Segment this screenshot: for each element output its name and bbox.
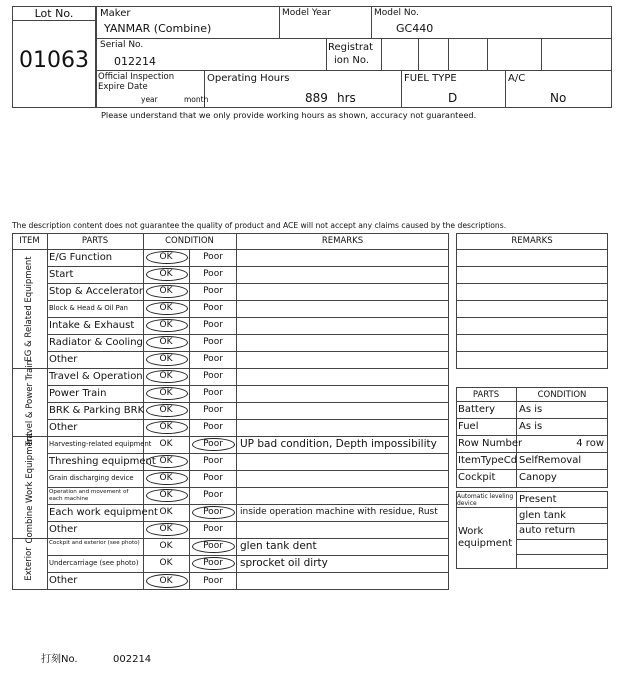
- selected-condition-circle: [146, 387, 188, 400]
- model-no-value: GC440: [396, 22, 434, 35]
- row-divider: [47, 504, 449, 505]
- row-divider: [47, 300, 449, 301]
- poor-option[interactable]: Poor: [203, 541, 223, 551]
- battery-label: Battery: [458, 404, 496, 415]
- row-divider: [47, 419, 449, 420]
- selected-condition-circle: [146, 336, 188, 349]
- serial-value: 012214: [114, 55, 156, 68]
- stamp-label: 打刻No.: [41, 654, 78, 665]
- selected-condition-circle: [146, 472, 188, 485]
- ok-option[interactable]: OK: [159, 286, 173, 296]
- ok-option[interactable]: OK: [159, 422, 173, 432]
- part-label: Power Train: [49, 387, 107, 399]
- group-label-travel: Travel & Power Train: [25, 359, 35, 447]
- part-label: Other: [49, 353, 78, 365]
- item-type-label: ItemTypeCd: [458, 455, 518, 466]
- registration-label-1: Registrat: [328, 42, 374, 53]
- ok-option[interactable]: OK: [159, 439, 173, 449]
- row-divider: [47, 266, 449, 267]
- ok-option[interactable]: OK: [159, 473, 173, 483]
- hours-accuracy-note: Please understand that we only provide working hours as shown, accuracy not guaranteed.: [101, 110, 477, 120]
- serial-label: Serial No.: [100, 40, 144, 50]
- ok-option[interactable]: OK: [159, 388, 173, 398]
- row-divider: [47, 283, 449, 284]
- row-divider: [47, 453, 449, 454]
- poor-option[interactable]: Poor: [203, 524, 223, 534]
- row-number-label: Row Number: [458, 438, 523, 449]
- group-label-eg: EG & Related Equipment: [24, 256, 34, 362]
- work-equipment-label: Work equipment: [458, 526, 513, 549]
- part-label: Harvesting-related equipment: [49, 440, 152, 449]
- cockpit-value: Canopy: [519, 472, 557, 483]
- part-label: Threshing equipment: [49, 455, 156, 467]
- part-label: Travel & Operation: [49, 370, 143, 382]
- cockpit-label: Cockpit: [458, 472, 496, 483]
- remark-text: inside operation machine with residue, Rust: [240, 507, 438, 517]
- selected-condition-circle: [146, 421, 188, 434]
- poor-option[interactable]: Poor: [203, 252, 223, 262]
- poor-option[interactable]: Poor: [203, 490, 223, 500]
- poor-option[interactable]: Poor: [203, 388, 223, 398]
- ok-option[interactable]: OK: [159, 269, 173, 279]
- month-label: month: [184, 95, 209, 104]
- ok-option[interactable]: OK: [159, 354, 173, 364]
- col-remarks-header: REMARKS: [321, 236, 364, 246]
- inspection-label-2: Expire Date: [98, 82, 148, 92]
- poor-option[interactable]: Poor: [203, 558, 223, 568]
- work-equipment-value-2: auto return: [519, 525, 576, 536]
- fuel-type-label: FUEL TYPE: [404, 73, 457, 84]
- part-label: Undercarriage (see photo): [49, 559, 139, 568]
- row-number-value: 4 row: [576, 438, 604, 449]
- registration-label-2: ion No.: [334, 55, 370, 66]
- poor-option[interactable]: Poor: [203, 507, 223, 517]
- disclaimer: The description content does not guarantee the quality of product and ACE will not accept any claims caused by the descriptions.: [12, 221, 507, 230]
- row-divider: [47, 470, 449, 471]
- work-equipment-value-1: glen tank: [519, 510, 566, 521]
- col-condition-header: CONDITION: [165, 236, 214, 246]
- part-label: Other: [49, 421, 78, 433]
- part-label: E/G Function: [49, 251, 113, 263]
- selected-condition-circle: [146, 251, 188, 264]
- ac-label: A/C: [508, 73, 526, 84]
- part-label: Grain discharging device: [49, 474, 134, 483]
- ok-option[interactable]: OK: [159, 303, 173, 313]
- ok-option[interactable]: OK: [159, 541, 173, 551]
- auto-leveling-label: Automatic leveling device: [457, 493, 514, 507]
- selected-condition-circle: [146, 268, 188, 281]
- selected-condition-circle: [146, 404, 188, 417]
- part-label: Intake & Exhaust: [49, 319, 135, 331]
- ok-option[interactable]: OK: [159, 320, 173, 330]
- col-parts-header: PARTS: [81, 236, 109, 246]
- remark-text: sprocket oil dirty: [240, 557, 328, 570]
- row-divider: [47, 402, 449, 403]
- operating-hours-value: 889: [305, 91, 328, 105]
- poor-option[interactable]: Poor: [203, 269, 223, 279]
- ok-option[interactable]: OK: [159, 575, 173, 586]
- ok-option[interactable]: OK: [159, 456, 173, 466]
- item-type-value: SelfRemoval: [519, 455, 582, 466]
- part-label: Start: [49, 268, 74, 280]
- ok-option[interactable]: OK: [159, 405, 173, 415]
- part-label: Other: [49, 575, 78, 586]
- maker-label: Maker: [100, 8, 131, 19]
- selected-condition-circle: [192, 506, 235, 519]
- ok-option[interactable]: OK: [159, 371, 173, 381]
- selected-condition-circle: [192, 557, 235, 570]
- poor-option[interactable]: Poor: [203, 320, 223, 330]
- year-label: year: [141, 95, 158, 104]
- remark-text: UP bad condition, Depth impossibility: [240, 438, 437, 451]
- operating-hours-unit: hrs: [337, 91, 356, 105]
- ok-option[interactable]: OK: [159, 524, 173, 534]
- row-divider: [47, 385, 449, 386]
- side-parts-header: PARTS: [472, 390, 500, 400]
- row-divider: [47, 555, 449, 556]
- col-item-header: ITEM: [19, 236, 40, 246]
- lot-number: 01063: [19, 48, 89, 73]
- part-label: Radiator & Cooling: [49, 336, 143, 348]
- row-divider: [47, 521, 449, 522]
- model-year-label: Model Year: [282, 8, 331, 18]
- side-remarks-header: REMARKS: [511, 236, 553, 246]
- inspection-label-1: Official Inspection: [98, 72, 175, 82]
- part-label: Each work equipment: [49, 506, 158, 518]
- selected-condition-circle: [146, 302, 188, 315]
- poor-option[interactable]: Poor: [203, 337, 223, 347]
- selected-condition-circle: [146, 489, 188, 502]
- ok-option[interactable]: OK: [159, 558, 173, 568]
- row-divider: [47, 487, 449, 488]
- part-label: Cockpit and exterior (see photo): [49, 540, 140, 546]
- selected-condition-circle: [146, 370, 188, 383]
- ok-option[interactable]: OK: [159, 490, 173, 500]
- side-condition-header: CONDITION: [537, 390, 587, 400]
- maker-value: YANMAR (Combine): [104, 22, 212, 35]
- selected-condition-circle: [146, 285, 188, 298]
- ok-option[interactable]: OK: [159, 507, 173, 517]
- poor-option[interactable]: Poor: [203, 473, 223, 483]
- part-label: Other: [49, 523, 78, 535]
- selected-condition-circle: [146, 319, 188, 332]
- selected-condition-circle: [146, 353, 188, 366]
- part-label: Stop & Accelerator: [49, 285, 144, 297]
- fuel-label: Fuel: [458, 421, 479, 432]
- ac-value: No: [550, 91, 567, 105]
- selected-condition-circle: [146, 455, 188, 468]
- battery-value: As is: [519, 404, 543, 415]
- model-no-label: Model No.: [374, 8, 419, 18]
- selected-condition-circle: [146, 574, 188, 588]
- poor-option[interactable]: Poor: [203, 422, 223, 432]
- poor-option[interactable]: Poor: [203, 575, 223, 586]
- poor-option[interactable]: Poor: [203, 439, 223, 449]
- fuel-value: As is: [519, 421, 543, 432]
- row-divider: [47, 351, 449, 352]
- fuel-type-value: D: [448, 91, 458, 105]
- row-divider: [47, 317, 449, 318]
- selected-condition-circle: [192, 438, 235, 451]
- part-label: BRK & Parking BRK: [49, 404, 145, 416]
- ok-option[interactable]: OK: [159, 252, 173, 262]
- poor-option[interactable]: Poor: [203, 371, 223, 381]
- poor-option[interactable]: Poor: [203, 456, 223, 466]
- group-label-exterior: Exterior: [24, 547, 34, 581]
- part-label: Block & Head & Oil Pan: [49, 304, 128, 313]
- stamp-value: 002214: [113, 654, 152, 665]
- remark-text: glen tank dent: [240, 540, 317, 553]
- ok-option[interactable]: OK: [159, 337, 173, 347]
- group-label-combine: Combine Work Equipment: [25, 432, 35, 544]
- selected-condition-circle: [192, 540, 235, 553]
- poor-option[interactable]: Poor: [203, 405, 223, 415]
- operating-hours-label: Operating Hours: [207, 73, 290, 84]
- poor-option[interactable]: Poor: [203, 354, 223, 364]
- lot-label: Lot No.: [34, 7, 74, 20]
- auto-leveling-value: Present: [519, 494, 557, 505]
- row-divider: [47, 572, 449, 573]
- selected-condition-circle: [146, 523, 188, 536]
- poor-option[interactable]: Poor: [203, 286, 223, 296]
- poor-option[interactable]: Poor: [203, 303, 223, 313]
- part-label: Operation and movement of each machine: [49, 489, 129, 502]
- row-divider: [47, 334, 449, 335]
